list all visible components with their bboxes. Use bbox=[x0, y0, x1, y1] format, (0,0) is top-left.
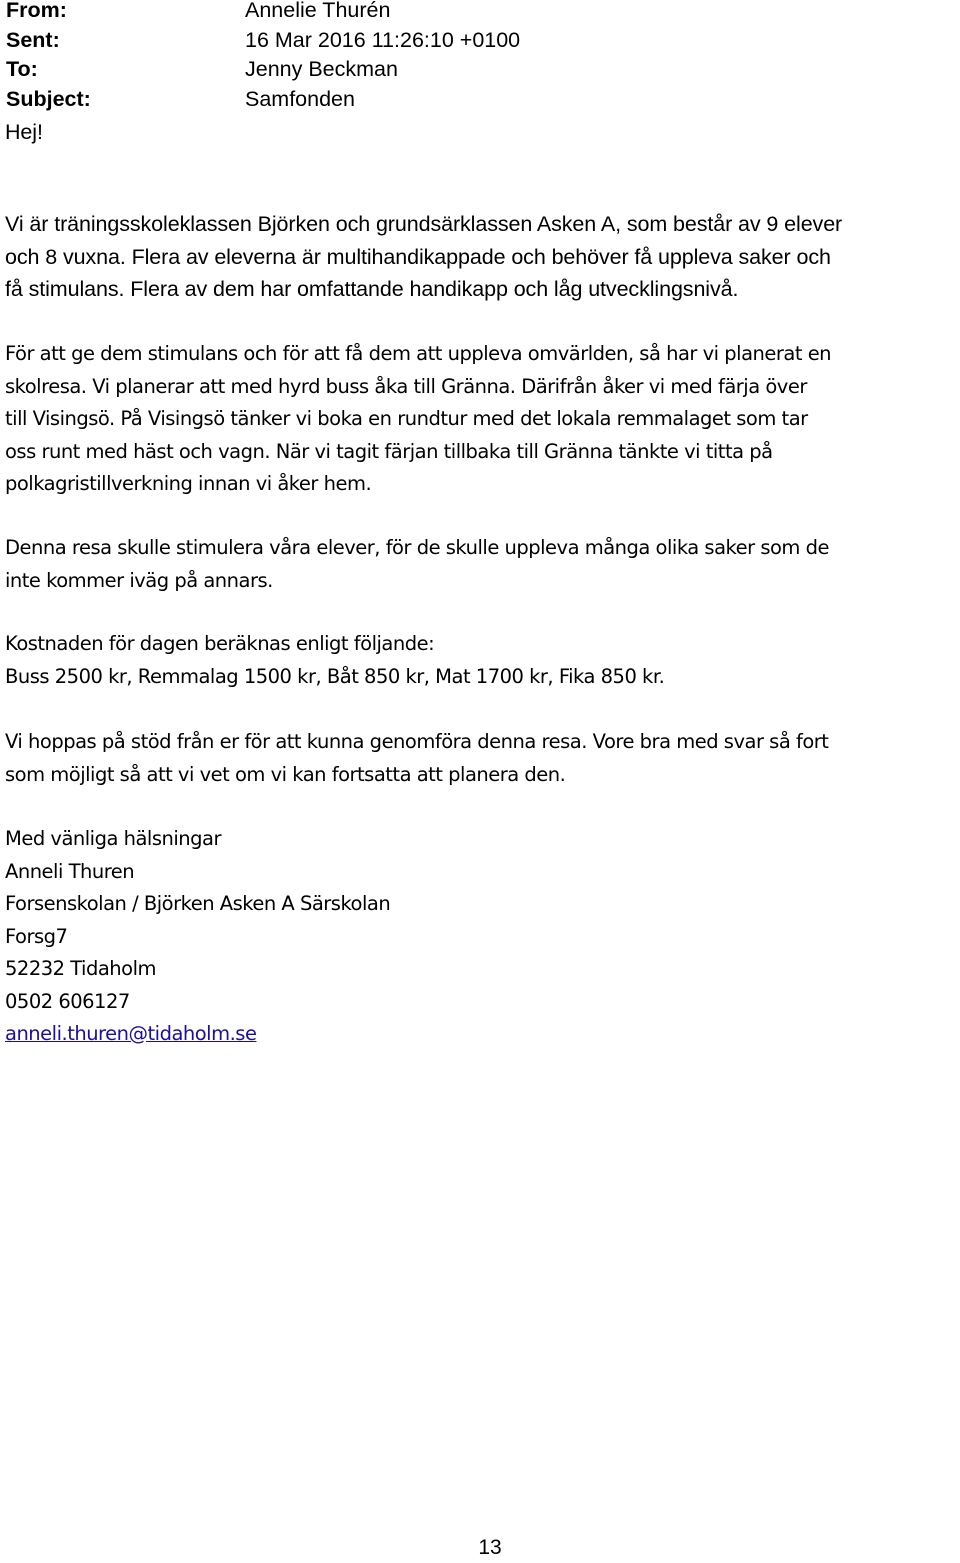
signature-name: Anneli Thuren bbox=[5, 859, 135, 883]
plan-line: oss runt med häst och vagn. När vi tagit färjan tillbaka till Gränna tänkte vi titta på bbox=[5, 439, 773, 463]
header-to-row bbox=[6, 55, 520, 85]
plan-line: till Visingsö. På Visingsö tänker vi boka en rundtur med det lokala remmalaget som tar bbox=[5, 407, 808, 430]
signature-phone: 0502 606127 bbox=[5, 989, 130, 1013]
intro-paragraph bbox=[5, 208, 842, 306]
greeting-text: Hej! bbox=[5, 120, 43, 144]
subject-value: Samfonden bbox=[245, 86, 355, 111]
sent-label: Sent: bbox=[6, 27, 60, 52]
header-from-row bbox=[6, 0, 520, 26]
email-header bbox=[6, 0, 520, 114]
closing-request-line: som möjligt så att vi vet om vi kan fortsatta att planera den. bbox=[5, 762, 566, 786]
signature-email-link[interactable]: anneli.thuren@tidaholm.se bbox=[5, 1022, 257, 1045]
signature-salutation: Med vänliga hälsningar bbox=[5, 827, 221, 850]
intro-line: få stimulans. Flera av dem har omfattande handikapp och låg utvecklingsnivå. bbox=[5, 277, 739, 301]
closing-request-paragraph bbox=[5, 726, 828, 791]
from-label: From: bbox=[6, 0, 67, 22]
plan-line: skolresa. Vi planerar att med hyrd buss åka till Gränna. Därifrån åker vi med färja över bbox=[5, 374, 807, 398]
subject-label: Subject: bbox=[6, 86, 91, 111]
purpose-line: Denna resa skulle stimulera våra elever, för de skulle uppleva många olika saker som de bbox=[5, 536, 830, 559]
intro-line: och 8 vuxna. Flera av eleverna är multihandikappade och behöver få uppleva saker och bbox=[5, 244, 831, 269]
costs-paragraph bbox=[5, 628, 664, 693]
costs-line: Kostnaden för dagen beräknas enligt följande: bbox=[5, 632, 435, 655]
purpose-line: inte kommer iväg på annars. bbox=[5, 568, 273, 592]
closing-request-line: Vi hoppas på stöd från er för att kunna genomföra denna resa. Vore bra med svar så fort bbox=[5, 730, 829, 753]
plan-line: polkagristillverkning innan vi åker hem. bbox=[5, 472, 372, 495]
to-label: To: bbox=[6, 57, 38, 81]
signature-postal: 52232 Tidaholm bbox=[5, 957, 156, 980]
header-subject-row bbox=[6, 85, 520, 115]
purpose-paragraph bbox=[5, 532, 829, 597]
plan-line: För att ge dem stimulans och för att få dem att uppleva omvärlden, så har vi planerat en bbox=[5, 342, 832, 365]
from-value: Annelie Thurén bbox=[245, 0, 391, 22]
sent-value: 16 Mar 2016 11:26:10 +0100 bbox=[245, 27, 521, 52]
signature-school: Forsenskolan / Björken Asken A Särskolan bbox=[5, 892, 391, 915]
page-number: 13 bbox=[478, 1536, 502, 1559]
header-sent-row bbox=[6, 26, 520, 56]
to-value: Jenny Beckman bbox=[245, 57, 398, 81]
intro-line: Vi är träningsskoleklassen Björken och grundsärklassen Asken A, som består av 9 elever bbox=[5, 212, 843, 236]
signature-street: Forsg7 bbox=[5, 924, 68, 948]
plan-paragraph bbox=[5, 338, 831, 501]
costs-line: Buss 2500 kr, Remmalag 1500 kr, Båt 850 kr, Mat 1700 kr, Fika 850 kr. bbox=[5, 664, 665, 688]
signature-block bbox=[5, 823, 390, 1051]
greeting bbox=[5, 116, 43, 149]
